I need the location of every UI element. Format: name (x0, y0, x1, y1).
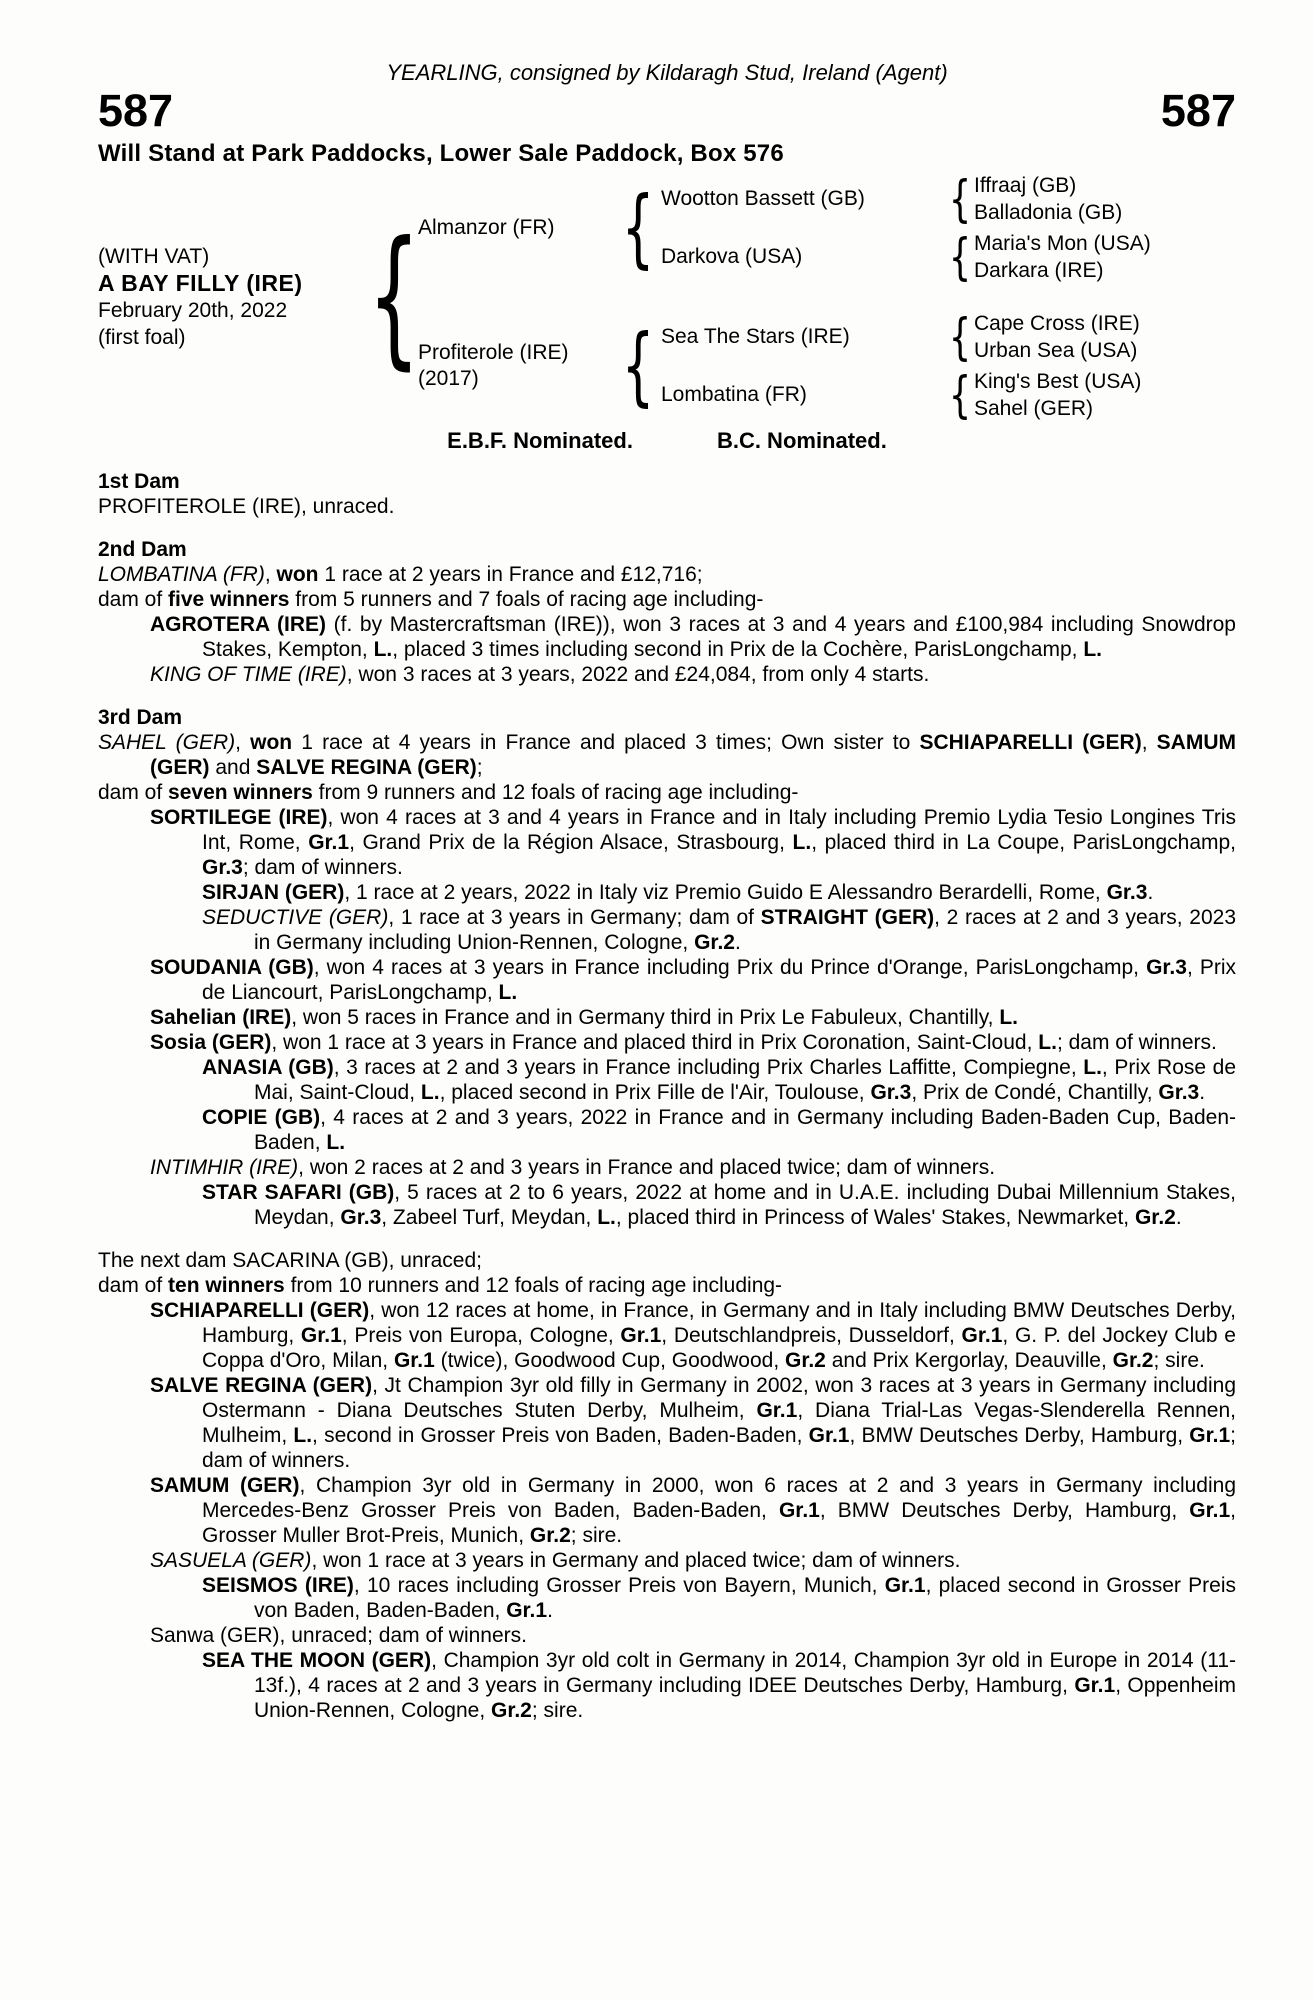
dam-dam-name: Lombatina (FR) (661, 383, 807, 406)
sire-name-text: Almanzor (FR) (418, 216, 555, 239)
pedigree-paragraph: SORTILEGE (IRE), won 4 races at 3 and 4 years in France and in Italy including Premio Lydia Tesio Longines Tris Int, Rome, Gr.1, Grand Prix de la Région Alsace, Strasbourg, L., placed third in La Coupe, ParisLongchamp, Gr.3; dam of winners. (150, 806, 1237, 879)
pedigree-brace-icon: { (621, 316, 655, 416)
pedigree-paragraph: AGROTERA (IRE) (f. by Mastercraftsman (IRE)), won 3 races at 3 and 4 years and £100,984 including Snowdrop Stakes, Kempton, L., placed 3 times including second in Prix de la Cochère, ParisLongchamp, L. (150, 613, 1236, 661)
pedigree-paragraph: Sahelian (IRE), won 5 races in France and in Germany third in Prix Le Fabuleux, Chantilly, L. (150, 1006, 1018, 1029)
ancestor-name: Balladonia (GB) (974, 201, 1123, 224)
dam-dam-branch (653, 366, 1236, 424)
dam-name (412, 340, 623, 392)
dam-name-sub: (2017) (418, 367, 479, 390)
ebf-nominated-note: E.B.F. Nominated. (447, 428, 633, 453)
ancestor-name: King's Best (USA) (974, 370, 1142, 393)
stand-location: Will Stand at Park Paddocks, Lower Sale Paddock, Box 576 (98, 140, 784, 167)
pedigree-paragraph: STAR SAFARI (GB), 5 races at 2 to 6 years, 2022 at home and in U.A.E. including Dubai Millennium Stakes, Meydan, Gr.3, Zabeel Turf, Meydan, L., placed third in Princess of Wales' Stakes, Newmarket, Gr.2. (202, 1181, 1236, 1229)
pedigree-paragraph: SASUELA (GER), won 1 race at 3 years in Germany and placed twice; dam of winners. (150, 1549, 961, 1572)
section-heading: 2nd Dam (98, 538, 187, 561)
dam-section-3 (98, 705, 1236, 1230)
pedigree-paragraph: SOUDANIA (GB), won 4 races at 3 years in France including Prix du Prince d'Orange, ParisLongchamp, Gr.3, Prix de Liancourt, ParisLongchamp, L. (150, 956, 1237, 1004)
pedigree-brace-icon: { (948, 366, 972, 424)
lot-number-right: 587 (1160, 85, 1236, 136)
pedigree-paragraph: dam of seven winners from 9 runners and 12 foals of racing age including- (98, 781, 799, 804)
ancestor-name: Sahel (GER) (974, 397, 1094, 420)
section-heading: 3rd Dam (98, 706, 183, 729)
sire-dam-branch (653, 228, 1236, 286)
ancestor-name: Maria's Mon (USA) (974, 232, 1151, 255)
pedigree-brace-icon: { (367, 210, 421, 384)
bc-nominated-note: B.C. Nominated. (716, 428, 887, 453)
pedigree-paragraph: INTIMHIR (IRE), won 2 races at 2 and 3 years in France and placed twice; dam of winners. (150, 1156, 996, 1179)
pedigree-paragraph: dam of five winners from 5 runners and 7 foals of racing age including- (98, 588, 764, 611)
pedigree-table (98, 170, 1236, 424)
pedigree-paragraph: COPIE (GB), 4 races at 2 and 3 years, 2022 in France and in Germany including Baden-Baden Cup, Baden-Baden, L. (202, 1106, 1237, 1154)
sire-dam-name: Darkova (USA) (661, 245, 803, 268)
dam-section-4 (98, 1248, 1236, 1723)
ancestor-name: Cape Cross (IRE) (974, 312, 1140, 335)
dam-sire-name: Sea The Stars (IRE) (661, 325, 850, 348)
sire-sire-name: Wootton Bassett (GB) (661, 187, 865, 210)
pedigree-paragraph: SEA THE MOON (GER), Champion 3yr old colt in Germany in 2014, Champion 3yr old in Europe in 2014 (11-13f.), 4 races at 2 and 3 years in Germany including IDEE Deutsches Derby, Hamburg, Gr.1, Oppenheim Union-Rennen, Cologne, Gr.2; sire. (202, 1649, 1236, 1722)
pedigree-paragraph: SEDUCTIVE (GER), 1 race at 3 years in Germany; dam of STRAIGHT (GER), 2 races at 2 and 3 years, 2023 in Germany including Union-Rennen, Cologne, Gr.2. (202, 906, 1237, 954)
pedigree-paragraph: SCHIAPARELLI (GER), won 12 races at home, in France, in Germany and in Italy including BMW Deutsches Derby, Hamburg, Gr.1, Preis von Europa, Cologne, Gr.1, Deutschlandpreis, Dusseldorf, Gr.1, G. P. del Jockey Club e Coppa d'Oro, Milan, Gr.1 (twice), Goodwood Cup, Goodwood, Gr.2 and Prix Kergorlay, Deauville, Gr.2; sire. (150, 1299, 1236, 1372)
dam-sire-branch (653, 308, 1236, 366)
lot-number-row (98, 85, 1236, 136)
nomination-row (98, 428, 1236, 454)
pedigree-paragraph: SIRJAN (GER), 1 race at 2 years, 2022 in Italy viz Premio Guido E Alessandro Berardelli, Rome, Gr.3. (202, 881, 1154, 904)
pedigree-brace-icon: { (621, 178, 655, 278)
pedigree-brace-icon: { (948, 170, 972, 228)
subject-name: A BAY FILLY (IRE) (98, 270, 303, 296)
pedigree-paragraph: ANASIA (GB), 3 races at 2 and 3 years in France including Prix Charles Laffitte, Compiegne, L., Prix Rose de Mai, Saint-Cloud, L., placed second in Prix Fille de l'Air, Toulouse, Gr.3, Prix de Condé, Chantilly, Gr.3. (202, 1056, 1237, 1104)
ancestor-name: Iffraaj (GB) (974, 174, 1077, 197)
pedigree-paragraph: SEISMOS (IRE), 10 races including Grosser Preis von Bayern, Munich, Gr.1, placed second in Grosser Preis von Baden, Baden-Baden, Gr.1. (202, 1574, 1236, 1622)
pedigree-paragraph: dam of ten winners from 10 runners and 12 foals of racing age including- (98, 1274, 783, 1297)
subject-foaling-date: February 20th, 2022 (98, 299, 288, 322)
sire-sire-branch (653, 170, 1236, 228)
vat-note: (WITH VAT) (98, 245, 210, 268)
dam-section-2 (98, 537, 1236, 687)
subject-note: (first foal) (98, 326, 186, 349)
lot-number-left: 587 (98, 85, 174, 136)
pedigree-paragraph: SAMUM (GER), Champion 3yr old in Germany in 2000, won 6 races at 2 and 3 years in Germany including Mercedes-Benz Grosser Preis von Baden, Baden-Baden, Gr.1, BMW Deutsches Derby, Hamburg, Gr.1, Grosser Muller Brot-Preis, Munich, Gr.2; sire. (150, 1474, 1236, 1547)
pedigree-subject (98, 243, 376, 351)
pedigree-paragraph: KING OF TIME (IRE), won 3 races at 3 years, 2022 and £24,084, from only 4 starts. (150, 663, 930, 686)
pedigree-brace-icon: { (948, 308, 972, 366)
pedigree-paragraph: The next dam SACARINA (GB), unraced; (98, 1249, 482, 1272)
sire-name (412, 215, 623, 241)
section-heading: 1st Dam (98, 470, 180, 493)
dam-section-1 (98, 469, 1236, 519)
pedigree-paragraph: SAHEL (GER), won 1 race at 4 years in France and placed 3 times; Own sister to SCHIAPARELLI (GER), SAMUM (GER) and SALVE REGINA (GER); (98, 731, 1236, 779)
pedigree-paragraph: PROFITEROLE (IRE), unraced. (98, 495, 395, 518)
pedigree-paragraph: LOMBATINA (FR), won 1 race at 2 years in France and £12,716; (98, 563, 703, 586)
pedigree-generations (412, 170, 1236, 424)
ancestor-name: Urban Sea (USA) (974, 339, 1138, 362)
pedigree-paragraph: Sanwa (GER), unraced; dam of winners. (150, 1624, 527, 1647)
consignor-line: YEARLING, consigned by Kildaragh Stud, Ireland (Agent) (386, 60, 948, 85)
dam-name-text: Profiterole (IRE) (418, 341, 569, 364)
dam-sections (98, 469, 1236, 1723)
dam-branch (412, 308, 1236, 424)
pedigree-paragraph: Sosia (GER), won 1 race at 3 years in France and placed third in Prix Coronation, Saint-Cloud, L.; dam of winners. (150, 1031, 1217, 1054)
ancestor-name: Darkara (IRE) (974, 259, 1104, 282)
pedigree-paragraph: SALVE REGINA (GER), Jt Champion 3yr old filly in Germany in 2002, won 3 races at 3 years in Germany including Ostermann - Diana Deutsches Stuten Derby, Mulheim, Gr.1, Diana Trial-Las Vegas-Slenderella Rennen, Mulheim, L., second in Grosser Preis von Baden, Baden-Baden, Gr.1, BMW Deutsches Derby, Hamburg, Gr.1; dam of winners. (150, 1374, 1236, 1472)
sire-branch (412, 170, 1236, 286)
pedigree-brace-icon: { (948, 228, 972, 286)
